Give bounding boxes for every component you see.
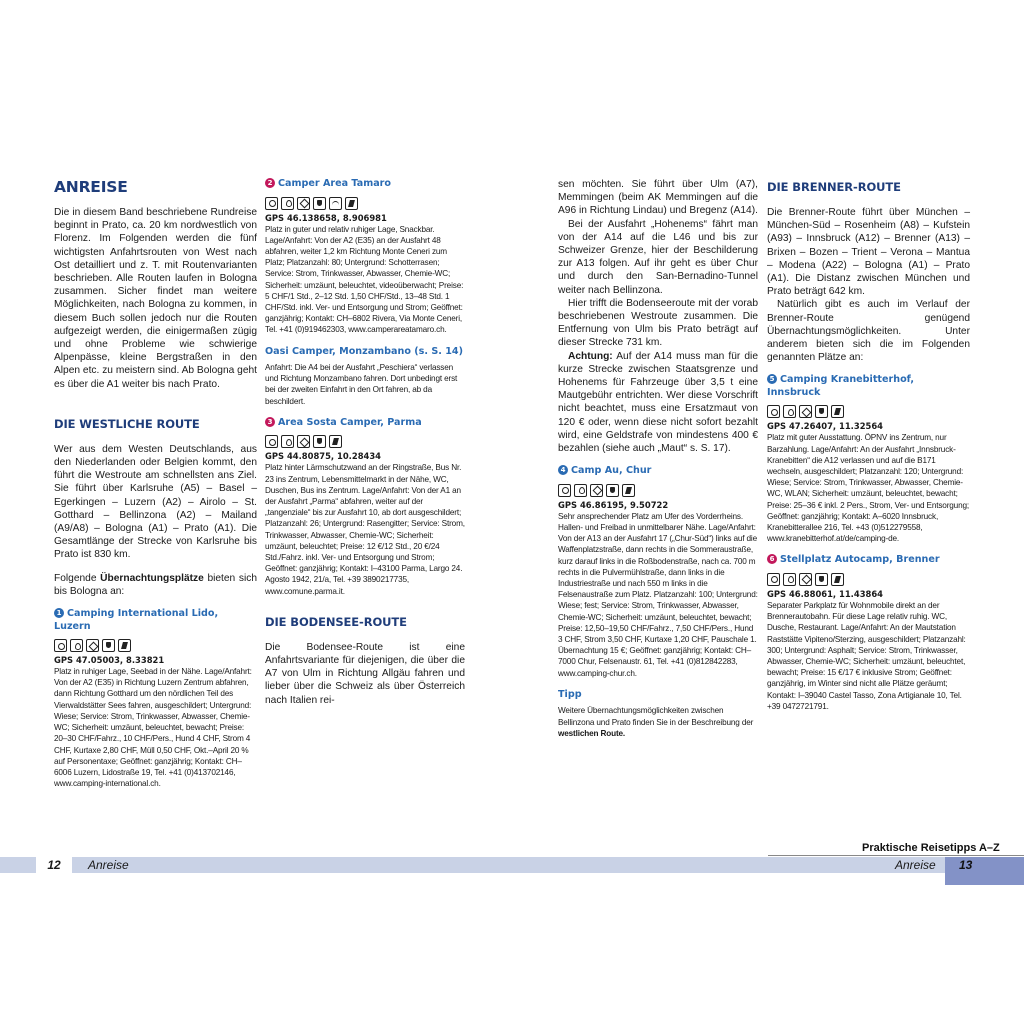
dog-icon bbox=[831, 573, 844, 586]
paragraph-bodensee-cont: sen möchten. Sie führt über Ulm (A7), Memmingen (beim AK Memmingen auf die A96 in Richtung Lindau) und Bregenz (A14). bbox=[558, 179, 758, 217]
camp-description: Platz in ruhiger Lage, Seebad in der Nähe. Lage/Anfahrt: Von der A2 (E35) in Richtung Luzern Zentrum abfahren, dann Richtung Gotthard um den nördlichen Teil des Vierwaldstätter Sees fahren, ausgeschildert; Untergrund: Wiese; Service: Strom, Trinkwasser, Abwasser, Chemie-WC; Sicherheit: umzäunt, beleuchtet, bewacht; Preise: 20–30 CHF/Fahrz., 10 CHF/Pers., Hund 4 CHF, Strom 4 CHF, Kurtaxe 2,80 CHF, Müll 0,50 CHF, Okt.–April 20 % auf Personentaxe; Geöffnet: ganzjährig; Kontakt: CH–6006 Luzern, Lidostraße 19, Tel. +41 (0)413702146, www.camping-international.ch. bbox=[54, 667, 252, 789]
camp-description: Platz in guter und relativ ruhiger Lage, Snackbar. Lage/Anfahrt: Von der A2 (E35) an der Ausfahrt 48 abfahren, weiter 1,2 km Richtung Monte Ceneri zum Platz; Platzanzahl: 80; Untergrund: Schotterrasen; Service: Strom, Trinkwasser, Abwasser, Chemie-WC; Sicherheit: umzäunt, beleuchtet, videoüberwacht; Preise: 5 CHF/1 Std., 2–12 Std. 1,50 CHF/Std., 13–48 Std. 1 CHF/Std. inkl. Ver- und Entsorgung und Strom; Geöffnet: ganzjährig; Kontakt: CH–6802 Rivera, Via Monte Ceneri, Tel. +41 (0)919462303, www.camperareatamaro.ch. bbox=[265, 224, 464, 335]
camp-title-5: 5 Camping Kranebitterhof, Innsbruck bbox=[767, 374, 914, 398]
paragraph-achtung: Achtung: Auf der A14 muss man für die kurze Strecke zwischen Staatsgrenze und Hohenems für Fahrzeuge über 3,5 t eine Mautgebühr entrichten. Wer diese Vorschrift nicht beachtet, muss eine Ersatzmaut von 120 € oder, wenn diese nicht sofort bezahlt wird, eine Geldstrafe von mindestens 400 € bezahlen (siehe auch „Maut“ s. S. 17). bbox=[558, 350, 758, 455]
security-icon bbox=[313, 435, 326, 448]
camp-title-6: 6 Stellplatz Autocamp, Brenner bbox=[767, 554, 970, 567]
security-icon bbox=[815, 573, 828, 586]
water-icon bbox=[574, 484, 587, 497]
column-1 bbox=[54, 178, 257, 789]
tipp-title: Tipp bbox=[558, 688, 582, 700]
amenity-icons bbox=[265, 197, 465, 210]
camp-description: Sehr ansprechender Platz am Ufer des Vorderrheins. Hallen- und Freibad in unmittelbarer Nähe. Lage/Anfahrt: Von der A13 an der Ausfahrt 17 („Chur-Süd“) links auf die Waffenplatzstraße, dann rechts in die Sommeraustraße, kurz darauf links in die Roßbodenstraße, nach ca. 700 m rechts in die Pulvermühlstraße, dann links in die Industriestraße und nach 550 m links in die Felsenaustraße zum Platz. Platzanzahl: 100; Untergrund: Wiese; fest; Service: Strom, Trinkwasser, Abwasser, Chemie-WC; Sicherheit: umzäunt, beleuchtet, bewacht; Preise: 12,50–19,50 CHF/Fahrz., 7,50 CHF/Pers., Hund 3 CHF, Strom 3,50 CHF, Kurtaxe 1,20 CHF, Pauschale 1. Übernachtung 15 €; Geöffnet: ganzjährig; Kontakt: CH–7000 Chur, Felsenaustr. 61, Tel. +41 (0)812842283, www.camping-chur.ch. bbox=[558, 511, 758, 678]
dog-icon bbox=[329, 435, 342, 448]
paragraph-hohenems: Bei der Ausfahrt „Hohenems“ fährt man von der A14 auf die L46 und bis zur Schweizer Grenze, hier der Beschilderung zur A13 folgen. Auf ihr geht es über Chur und durch den San-Bernadino-Tunnel weiter nach Bellinzona. bbox=[558, 218, 758, 296]
security-icon bbox=[102, 639, 115, 652]
security-icon bbox=[606, 484, 619, 497]
gps-coordinates: GPS 46.138658, 8.906981 bbox=[265, 212, 387, 223]
plug-icon bbox=[265, 197, 278, 210]
dog-icon bbox=[118, 639, 131, 652]
water-icon bbox=[70, 639, 83, 652]
dog-icon bbox=[345, 197, 358, 210]
paragraph-westroute-join: Hier trifft die Bodenseeroute mit der vorab beschriebenen Westroute zusammen. Die Entfernung von Ulm bis Prato beträgt auf dieser Strecke 731 km. bbox=[558, 297, 758, 349]
amenity-icons bbox=[54, 639, 257, 652]
dog-icon bbox=[622, 484, 635, 497]
plug-icon bbox=[767, 405, 780, 418]
paragraph-brenner: Die Brenner-Route führt über München – München-Süd – Rosenheim (A8) – Kufstein (A93) – Innsbruck (A12) – Brenner (A13) – Brixen – Bozen – Trient – Verona – Mantua – Modena (A22) – Bologna (A1) – Prato (A1). Die Distanz zwischen München und Prato beträgt 642 km. bbox=[767, 207, 970, 298]
water-icon bbox=[783, 405, 796, 418]
heading-westliche-route: DIE WESTLICHE ROUTE bbox=[54, 416, 200, 431]
column-3 bbox=[558, 178, 758, 739]
waste-icon bbox=[297, 197, 310, 210]
gps-coordinates: GPS 46.88061, 11.43864 bbox=[767, 588, 884, 599]
plug-icon bbox=[558, 484, 571, 497]
heading-bodensee-route: DIE BODENSEE-ROUTE bbox=[265, 614, 407, 629]
footer-rule bbox=[768, 855, 1024, 856]
camp-number-badge: 3 bbox=[265, 417, 275, 427]
amenity-icons bbox=[767, 405, 970, 418]
oasi-camper-text: Anfahrt: Die A4 bei der Ausfahrt „Peschiera“ verlassen und Richtung Monzambano fahren. Dort unbedingt erst bei der zweiten Einfahrt in den Ort fahren, ab da beschildert. bbox=[265, 363, 458, 406]
chapter-title: Praktische Reisetipps A–Z bbox=[862, 842, 1000, 854]
camp-description: Platz mit guter Ausstattung. ÖPNV ins Zentrum, nur Barzahlung. Lage/Anfahrt: An der Ausfahrt „Innsbruck-Kranebitten“ die A12 verlassen und auf die B171 wechseln, ausgeschildert; Platzanzahl: 120; Untergrund: Wiese; Service: Strom, Trinkwasser, Abwasser, Chemie-WC, WLAN; Sicherheit: umzäunt, beleuchtet, bewacht; Preise: 25–36 € inkl. 2 Pers., Strom, Ver- und Entsorgung; Geöffnet: ganzjährig; Kontakt: A–6020 Innsbruck, Kranebitterallee 216, Tel. +43 (0)512279558, www.kranebitterhof.at/de/camping-de. bbox=[767, 433, 970, 544]
camp-title-3: 3 Area Sosta Camper, Parma bbox=[265, 417, 465, 430]
dog-icon bbox=[831, 405, 844, 418]
paragraph-anreise: Die in diesem Band beschriebene Rundreise beginnt in Prato, ca. 20 km nordwestlich von Florenz. Im Folgenden werden die fünf wichtigsten Anfahrtsrouten von West nach Ost detailliert und z. T. mit Routenvarianten beschrieben. Alle Routen laufen in Bologna zusammen. Sicher findet man weitere Möglichkeiten, nach Bologna zu kommen, in diesem Buch sollen jedoch nur die Routen aufgezeigt werden, die einigermaßen zügig und ohne Probleme wie schwierige Alpenpässe, kleine Bergstraßen in den Alpen etc. zu meistern sind. Ab Bologna geht es über die A1 weiter bis nach Prato. bbox=[54, 207, 257, 390]
camp-title-4: 4 Camp Au, Chur bbox=[558, 465, 758, 478]
gps-coordinates: GPS 44.80875, 10.28434 bbox=[265, 451, 382, 462]
paragraph-bodensee: Die Bodensee-Route ist eine Anfahrtsvariante für diejenigen, die über die A7 von Ulm in Richtung Allgäu fahren und lieber über die Schweiz als über Österreich nach Italien rei- bbox=[265, 641, 465, 706]
plug-icon bbox=[265, 435, 278, 448]
camp-title-2: 2 Camper Area Tamaro bbox=[265, 178, 465, 191]
wifi-icon bbox=[329, 197, 342, 210]
gps-coordinates: GPS 47.26407, 11.32564 bbox=[767, 421, 884, 432]
column-2 bbox=[265, 178, 465, 707]
water-icon bbox=[783, 573, 796, 586]
page-number-left: 12 bbox=[36, 857, 72, 873]
heading-brenner-route: DIE BRENNER-ROUTE bbox=[767, 180, 901, 194]
camp-number-badge: 4 bbox=[558, 465, 568, 475]
waste-icon bbox=[590, 484, 603, 497]
gps-coordinates: GPS 47.05003, 8.33821 bbox=[54, 655, 165, 666]
amenity-icons bbox=[767, 573, 970, 586]
paragraph-brenner-plaetze: Natürlich gibt es auch im Verlauf der Brenner-Route genügend Übernachtungsmöglichkeiten. Unter anderem bieten sich die im Folgenden genannten Plätze an: bbox=[767, 299, 970, 364]
page-tab-right bbox=[945, 857, 1024, 885]
gps-coordinates: GPS 46.86195, 9.50722 bbox=[558, 499, 669, 510]
waste-icon bbox=[297, 435, 310, 448]
waste-icon bbox=[86, 639, 99, 652]
camp-number-badge: 1 bbox=[54, 608, 64, 618]
camp-description: Platz hinter Lärmschutzwand an der Ringstraße, Bus Nr. 23 ins Zentrum, Lebensmittelmarkt in der Nähe, WC, Duschen, Bus ins Zentrum. Lage/Anfahrt: Von der A1 an der Ausfahrt „Parma“ abfahren, weiter auf der „tangenziale“ bis zur Ausfahrt 10, ab dort ausgeschildert; Platzanzahl: 26; Untergrund: Rasengitter; Service: Strom, Trinkwasser, Abwasser, Chemie-WC; Sicherheit: umzäunt, beleuchtet; Preise: 12 €/12 Std., 20 €/24 Std./Fahrz. inkl. Ver- und Entsorgung und Strom; Geöffnet: ganzjährig; Kontakt: I–43100 Parma, Largo 24. Agosto 1942, 21/a, Tel. +39 3890217735, www.comune.parma.it. bbox=[265, 463, 465, 596]
footer-band-left bbox=[0, 857, 522, 873]
plug-icon bbox=[767, 573, 780, 586]
camp-description: Separater Parkplatz für Wohnmobile direkt an der Brennerautobahn. Für diese Lage relativ ruhig. WC, Dusche, Restaurant. Lage/Anfahrt: An der Mautstation Raststätte Vipiteno/Sterzing, ausgeschildert; Platzanzahl: 300; Untergrund: Asphalt; Service: Strom, Trinkwasser, Abwasser, Chemie-WC; Sicherheit: umzäunt, beleuchtet, bewacht; Preise: 15 €/17 € inklusive Strom; Geöffnet: ganzjährig, im Winter sind nicht alle Plätze geräumt; Kontakt: I–39040 Castel Tasso, Zona Artigianale 10, Tel. +39 0472721791. bbox=[767, 600, 966, 711]
section-label-right: Anreise bbox=[895, 858, 936, 872]
amenity-icons bbox=[558, 484, 758, 497]
column-4 bbox=[767, 178, 970, 712]
camp-title-1: 1 Camping International Lido, Luzern bbox=[54, 608, 219, 632]
security-icon bbox=[815, 405, 828, 418]
plug-icon bbox=[54, 639, 67, 652]
waste-icon bbox=[799, 573, 812, 586]
paragraph-uebernachtung: Folgende Übernachtungsplätze bieten sich bis Bologna an: bbox=[54, 572, 257, 597]
paragraph-westroute: Wer aus dem Westen Deutschlands, aus den Niederlanden oder Belgien kommt, den führt die Westroute am schnellsten ans Ziel. Sie führt über Karlsruhe (A5) – Basel – Egerkingen – Luzern (A2) – Airolo – St. Gotthard – Bellinzona (A2) – Mailand (A9/A8) – Bologna (A1) – Prato (A1). Die Gesamtlänge der Strecke von Karlsruhe bis Prato ist 830 km. bbox=[54, 443, 257, 561]
section-label-left: Anreise bbox=[88, 858, 129, 872]
page-number-right: 13 bbox=[959, 858, 973, 872]
heading-anreise: ANREISE bbox=[54, 178, 128, 196]
water-icon bbox=[281, 197, 294, 210]
camp-number-badge: 2 bbox=[265, 178, 275, 188]
waste-icon bbox=[799, 405, 812, 418]
camp-number-badge: 5 bbox=[767, 374, 777, 384]
tipp-text: Weitere Übernachtungsmöglichkeiten zwischen Bellinzona und Prato finden Sie in der Beschreibung der westlichen Route. bbox=[558, 706, 754, 738]
amenity-icons bbox=[265, 435, 465, 448]
camp-number-badge: 6 bbox=[767, 554, 777, 564]
water-icon bbox=[281, 435, 294, 448]
oasi-camper-title: Oasi Camper, Monzambano (s. S. 14) bbox=[265, 345, 463, 357]
security-icon bbox=[313, 197, 326, 210]
